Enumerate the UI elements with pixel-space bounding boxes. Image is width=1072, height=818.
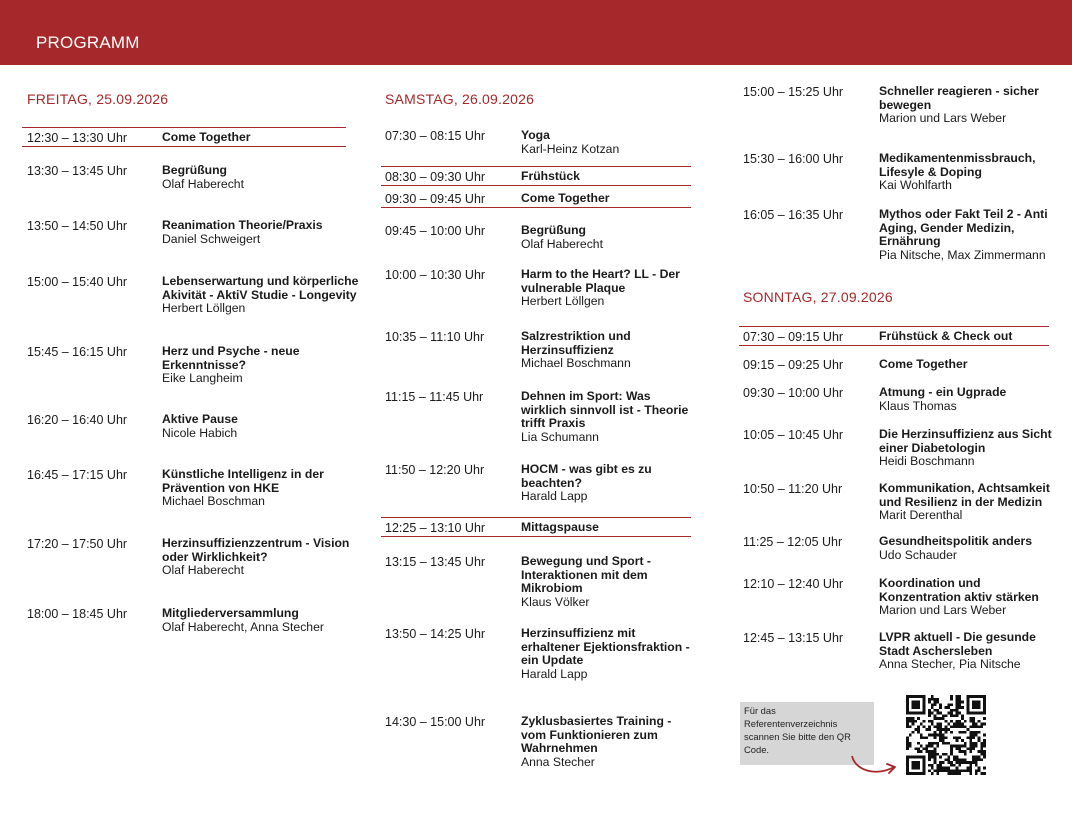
- schedule-time: 13:15 – 13:45 Uhr: [385, 555, 486, 569]
- schedule-time: 12:45 – 13:15 Uhr: [743, 631, 844, 645]
- divider-line: [381, 517, 691, 518]
- schedule-time: 11:25 – 12:05 Uhr: [743, 535, 843, 549]
- divider-line: [381, 207, 691, 208]
- schedule-time: 10:50 – 11:20 Uhr: [743, 482, 843, 496]
- schedule-time: 15:00 – 15:25 Uhr: [743, 85, 844, 99]
- schedule-time: 09:45 – 10:00 Uhr: [385, 224, 486, 238]
- schedule-time: 07:30 – 09:15 Uhr: [743, 330, 844, 344]
- session-title: Herz und Psyche - neue Erkenntnisse?: [162, 344, 300, 372]
- session-title: Zyklusbasiertes Training - vom Funktionieren zum Wahrnehmen: [521, 714, 672, 755]
- session-title: Medikamentenmissbrauch, Lifesyle & Doping: [879, 151, 1036, 179]
- session-speaker: Olaf Haberecht: [162, 563, 244, 577]
- session-title: Dehnen im Sport: Was wirklich sinnvoll ist - Theorie trifft Praxis: [521, 389, 689, 430]
- schedule-time: 11:50 – 12:20 Uhr: [385, 463, 485, 477]
- session-title: Salzrestriktion und Herzinsuffizienz: [521, 329, 631, 357]
- qr-note: Für das Referentenverzeichnis scannen Sie bitte den QR Code.: [740, 702, 874, 765]
- session-speaker: Michael Boschman: [162, 494, 265, 508]
- divider-line: [381, 185, 691, 186]
- session-title: Frühstück: [521, 169, 580, 183]
- session-title: Herzinsuffizienzzentrum - Vision oder Wirklichkeit?: [162, 536, 350, 564]
- session-speaker: Eike Langheim: [162, 371, 243, 385]
- session-speaker: Nicole Habich: [162, 425, 238, 440]
- schedule-time: 13:50 – 14:25 Uhr: [385, 627, 486, 641]
- schedule-time: 16:20 – 16:40 Uhr: [27, 413, 128, 427]
- schedule-time: 15:00 – 15:40 Uhr: [27, 275, 128, 289]
- session-title: Aktive Pause: [162, 412, 238, 426]
- session-speaker: Kai Wohlfarth: [879, 178, 952, 192]
- session-speaker: Pia Nitsche, Max Zimmermann: [879, 247, 1046, 262]
- schedule-time: 17:20 – 17:50 Uhr: [27, 537, 128, 551]
- divider-line: [22, 127, 346, 128]
- session-title: Frühstück & Check out: [879, 329, 1013, 343]
- schedule-time: 16:45 – 17:15 Uhr: [27, 468, 128, 482]
- session-speaker: Harald Lapp: [521, 489, 588, 503]
- schedule-time: 09:30 – 09:45 Uhr: [385, 192, 486, 206]
- schedule-time: 10:35 – 11:10 Uhr: [385, 330, 485, 344]
- session-title: Mitgliederversammlung: [162, 606, 299, 620]
- session-title: HOCM - was gibt es zu beachten?: [521, 462, 652, 490]
- session-title: Die Herzinsuffizienz aus Sicht einer Diabetologin: [879, 427, 1052, 455]
- schedule-time: 13:50 – 14:50 Uhr: [27, 219, 128, 233]
- session-title: Bewegung und Sport - Interaktionen mit dem Mikrobiom: [521, 554, 651, 595]
- schedule-time: 15:45 – 16:15 Uhr: [27, 345, 128, 359]
- session-speaker: Heidi Boschmann: [879, 454, 975, 468]
- day-title: FREITAG, 25.09.2026: [27, 91, 169, 107]
- divider-line: [22, 146, 346, 147]
- session-title: Mythos oder Fakt Teil 2 - Anti Aging, Gender Medizin, Ernährung: [879, 207, 1048, 248]
- session-speaker: Lia Schumann: [521, 429, 599, 444]
- divider-line: [381, 166, 691, 167]
- session-title: Harm to the Heart? LL - Der vulnerable Plaque: [521, 267, 680, 295]
- session-speaker: Marit Derenthal: [879, 508, 963, 522]
- session-speaker: Udo Schauder: [879, 547, 957, 562]
- schedule-time: 12:25 – 13:10 Uhr: [385, 521, 486, 535]
- session-title: Begrüßung: [162, 163, 227, 177]
- session-title: Herzinsuffizienz mit erhaltener Ejektionsfraktion - ein Update: [521, 626, 690, 667]
- session-speaker: Olaf Haberecht: [521, 236, 603, 251]
- session-title: LVPR aktuell - Die gesunde Stadt Aschersleben: [879, 630, 1036, 658]
- session-speaker: Herbert Löllgen: [521, 294, 605, 308]
- session-speaker: Klaus Thomas: [879, 398, 957, 413]
- session-speaker: Anna Stecher, Pia Nitsche: [879, 657, 1021, 671]
- session-title: Yoga: [521, 128, 550, 142]
- session-title: Kommunikation, Achtsamkeit und Resilienz in der Medizin: [879, 481, 1050, 509]
- session-title: Künstliche Intelligenz in der Prävention von HKE: [162, 467, 324, 495]
- session-speaker: Olaf Haberecht: [162, 176, 244, 191]
- schedule-time: 09:30 – 10:00 Uhr: [743, 386, 844, 400]
- header-bar: [0, 0, 1072, 65]
- schedule-time: 11:15 – 11:45 Uhr: [385, 390, 484, 404]
- session-title: Koordination und Konzentration aktiv stärken: [879, 576, 1039, 604]
- schedule-time: 14:30 – 15:00 Uhr: [385, 715, 486, 729]
- schedule-time: 12:30 – 13:30 Uhr: [27, 131, 128, 145]
- session-title: Atmung - ein Ugprade: [879, 385, 1007, 399]
- session-speaker: Michael Boschmann: [521, 356, 631, 370]
- session-title: Come Together: [162, 130, 251, 144]
- day-title: SONNTAG, 27.09.2026: [743, 289, 893, 305]
- session-title: Schneller reagieren - sicher bewegen: [879, 84, 1039, 112]
- divider-line: [739, 345, 1049, 346]
- session-speaker: Marion und Lars Weber: [879, 603, 1007, 617]
- divider-line: [739, 326, 1049, 327]
- session-title: Begrüßung: [521, 223, 586, 237]
- divider-line: [381, 536, 691, 537]
- page-title: PROGRAMM: [36, 33, 140, 52]
- session-speaker: Marion und Lars Weber: [879, 111, 1007, 125]
- session-speaker: Anna Stecher: [521, 754, 595, 769]
- session-speaker: Karl-Heinz Kotzan: [521, 141, 620, 156]
- session-title: Come Together: [521, 191, 610, 205]
- session-title: Mittagspause: [521, 520, 599, 534]
- schedule-time: 13:30 – 13:45 Uhr: [27, 164, 128, 178]
- schedule-time: 15:30 – 16:00 Uhr: [743, 152, 844, 166]
- schedule-time: 12:10 – 12:40 Uhr: [743, 577, 844, 591]
- schedule-time: 18:00 – 18:45 Uhr: [27, 607, 128, 621]
- schedule-time: 10:00 – 10:30 Uhr: [385, 268, 486, 282]
- schedule-time: 10:05 – 10:45 Uhr: [743, 428, 844, 442]
- session-speaker: Daniel Schweigert: [162, 231, 261, 246]
- schedule-time: 16:05 – 16:35 Uhr: [743, 208, 844, 222]
- session-speaker: Klaus Völker: [521, 594, 590, 609]
- curved-arrow-icon: [848, 752, 900, 778]
- day-title: SAMSTAG, 26.09.2026: [385, 91, 535, 107]
- schedule-time: 07:30 – 08:15 Uhr: [385, 129, 486, 143]
- session-speaker: Harald Lapp: [521, 666, 588, 681]
- schedule-time: 09:15 – 09:25 Uhr: [743, 358, 844, 372]
- session-title: Lebenserwartung und körperliche Akivität - AktiV Studie - Longevity: [162, 274, 359, 302]
- session-speaker: Olaf Haberecht, Anna Stecher: [162, 619, 324, 634]
- session-title: Come Together: [879, 357, 968, 371]
- qr-code-icon: [906, 695, 986, 775]
- session-title: Reanimation Theorie/Praxis: [162, 218, 323, 232]
- schedule-time: 08:30 – 09:30 Uhr: [385, 170, 486, 184]
- session-speaker: Herbert Löllgen: [162, 301, 246, 315]
- session-title: Gesundheitspolitik anders: [879, 534, 1033, 548]
